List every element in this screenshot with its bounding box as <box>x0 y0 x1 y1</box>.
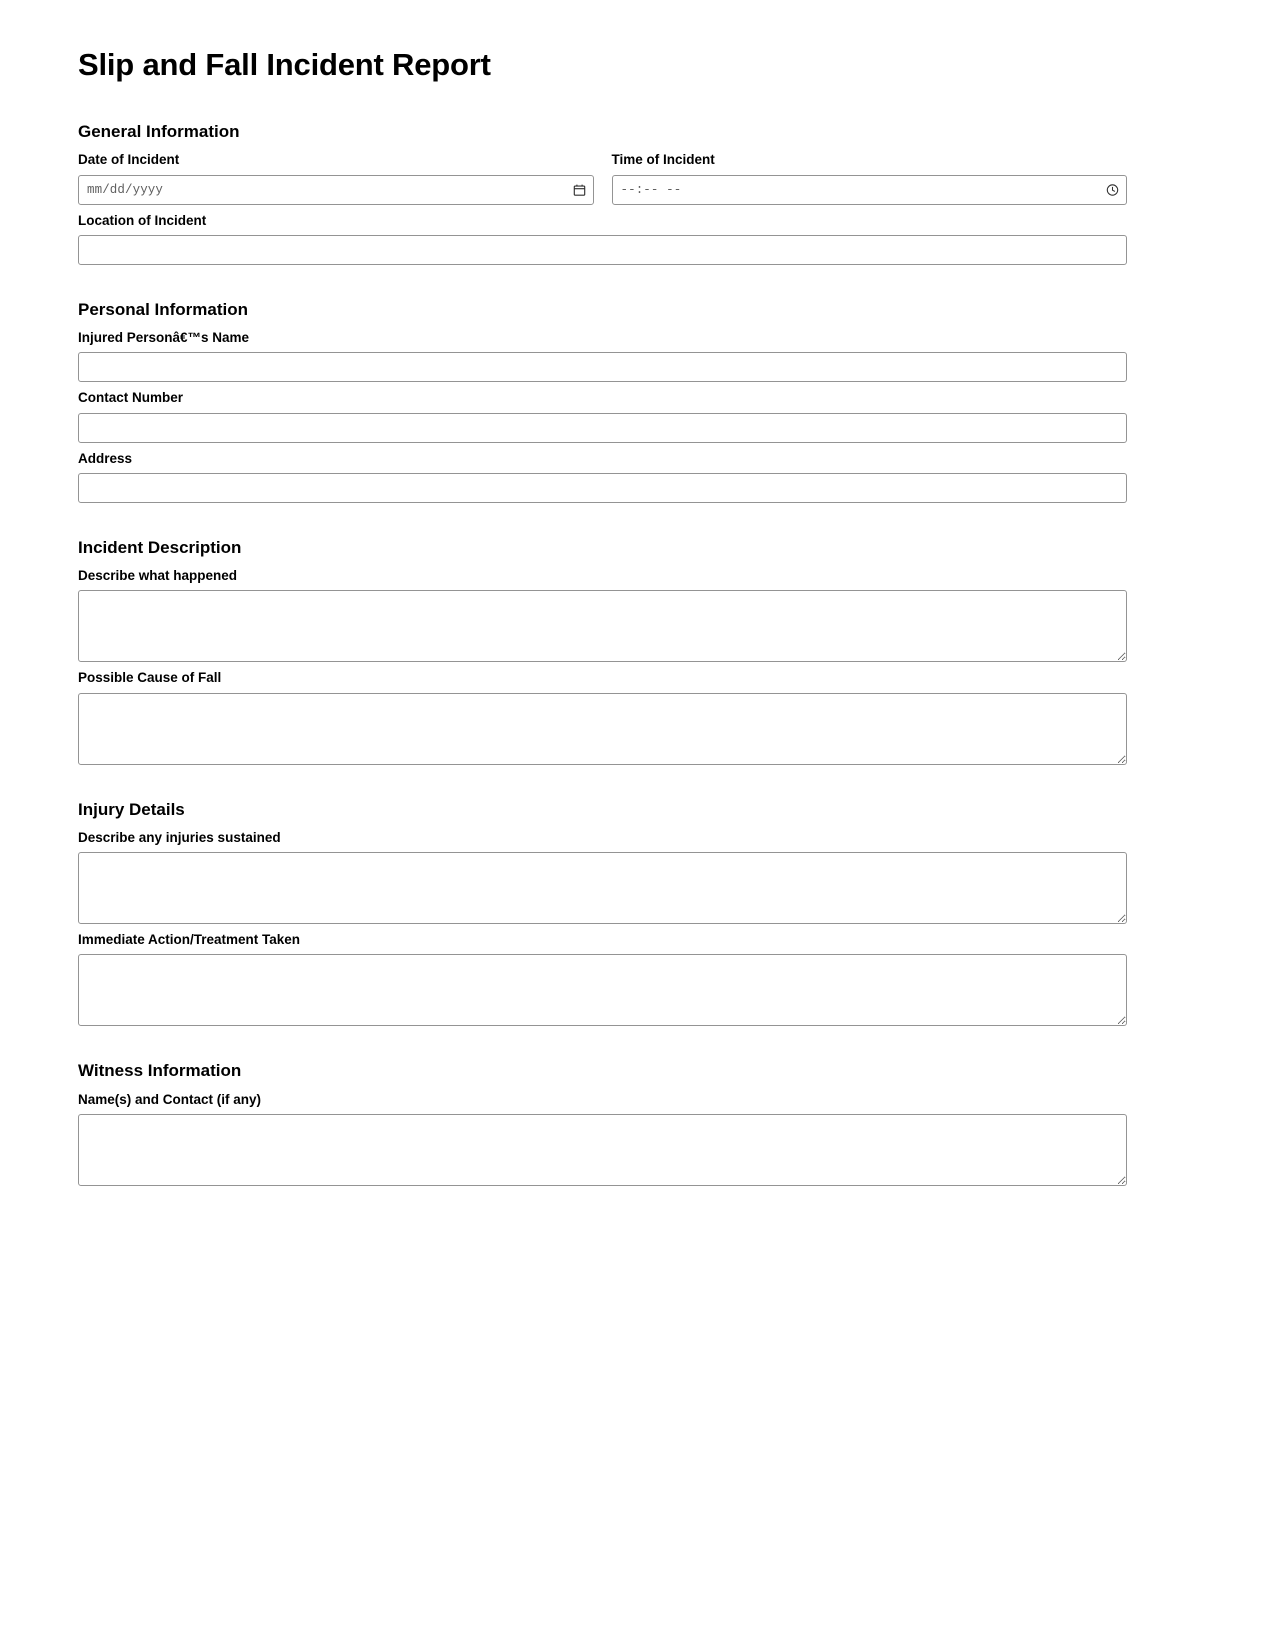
section-personal-information <box>78 299 1127 503</box>
label-location-of-incident: Location of Incident <box>78 212 207 228</box>
immediate-action-treatment-textarea[interactable] <box>78 954 1127 1026</box>
page-title: Slip and Fall Incident Report <box>78 47 491 82</box>
describe-what-happened-textarea[interactable] <box>78 590 1127 662</box>
contact-number-input[interactable] <box>78 413 1127 443</box>
date-picker-wrapper <box>78 175 594 205</box>
possible-cause-of-fall-textarea[interactable] <box>78 693 1127 765</box>
witness-names-contact-textarea[interactable] <box>78 1114 1127 1186</box>
label-contact-number: Contact Number <box>78 390 184 406</box>
time-placeholder-text: --:-- -- <box>620 182 682 197</box>
label-witness-names-contact: Name(s) and Contact (if any) <box>78 1091 262 1107</box>
section-heading-general-information: General Information <box>78 122 240 142</box>
label-date-of-incident: Date of Incident <box>78 152 180 168</box>
section-general-information <box>78 121 1127 265</box>
field-address <box>78 449 1127 503</box>
location-of-incident-input[interactable] <box>78 235 1127 265</box>
field-date-of-incident <box>78 150 594 204</box>
date-time-row <box>78 150 1127 204</box>
label-immediate-action-treatment: Immediate Action/Treatment Taken <box>78 932 301 948</box>
label-injured-person-name: Injured Personâ€™s Name <box>78 330 250 346</box>
section-heading-witness-information: Witness Information <box>78 1061 242 1081</box>
label-address: Address <box>78 450 133 466</box>
label-time-of-incident: Time of Incident <box>611 152 715 168</box>
section-incident-description <box>78 537 1127 765</box>
address-input[interactable] <box>78 473 1127 503</box>
time-picker-wrapper <box>612 175 1128 205</box>
field-witness-names-contact <box>78 1090 1127 1186</box>
section-heading-injury-details: Injury Details <box>78 799 185 819</box>
section-heading-incident-description: Incident Description <box>78 537 242 557</box>
label-describe-what-happened: Describe what happened <box>78 568 238 584</box>
injured-person-name-input[interactable] <box>78 352 1127 382</box>
field-injured-person-name <box>78 328 1127 382</box>
label-possible-cause-of-fall: Possible Cause of Fall <box>78 670 222 686</box>
field-possible-cause-of-fall <box>78 668 1127 764</box>
field-immediate-action-treatment <box>78 930 1127 1026</box>
section-witness-information <box>78 1060 1127 1186</box>
section-heading-personal-information: Personal Information <box>78 299 249 319</box>
field-describe-injuries <box>78 828 1127 924</box>
field-contact-number <box>78 388 1127 442</box>
field-location-of-incident <box>78 211 1127 265</box>
date-placeholder-text: mm/dd/yyyy <box>87 182 164 197</box>
describe-injuries-textarea[interactable] <box>78 852 1127 924</box>
section-injury-details <box>78 799 1127 1027</box>
label-describe-injuries: Describe any injuries sustained <box>78 829 281 845</box>
field-time-of-incident <box>612 150 1128 204</box>
date-of-incident-input[interactable] <box>78 175 594 205</box>
time-of-incident-input[interactable] <box>612 175 1128 205</box>
field-describe-what-happened <box>78 566 1127 662</box>
